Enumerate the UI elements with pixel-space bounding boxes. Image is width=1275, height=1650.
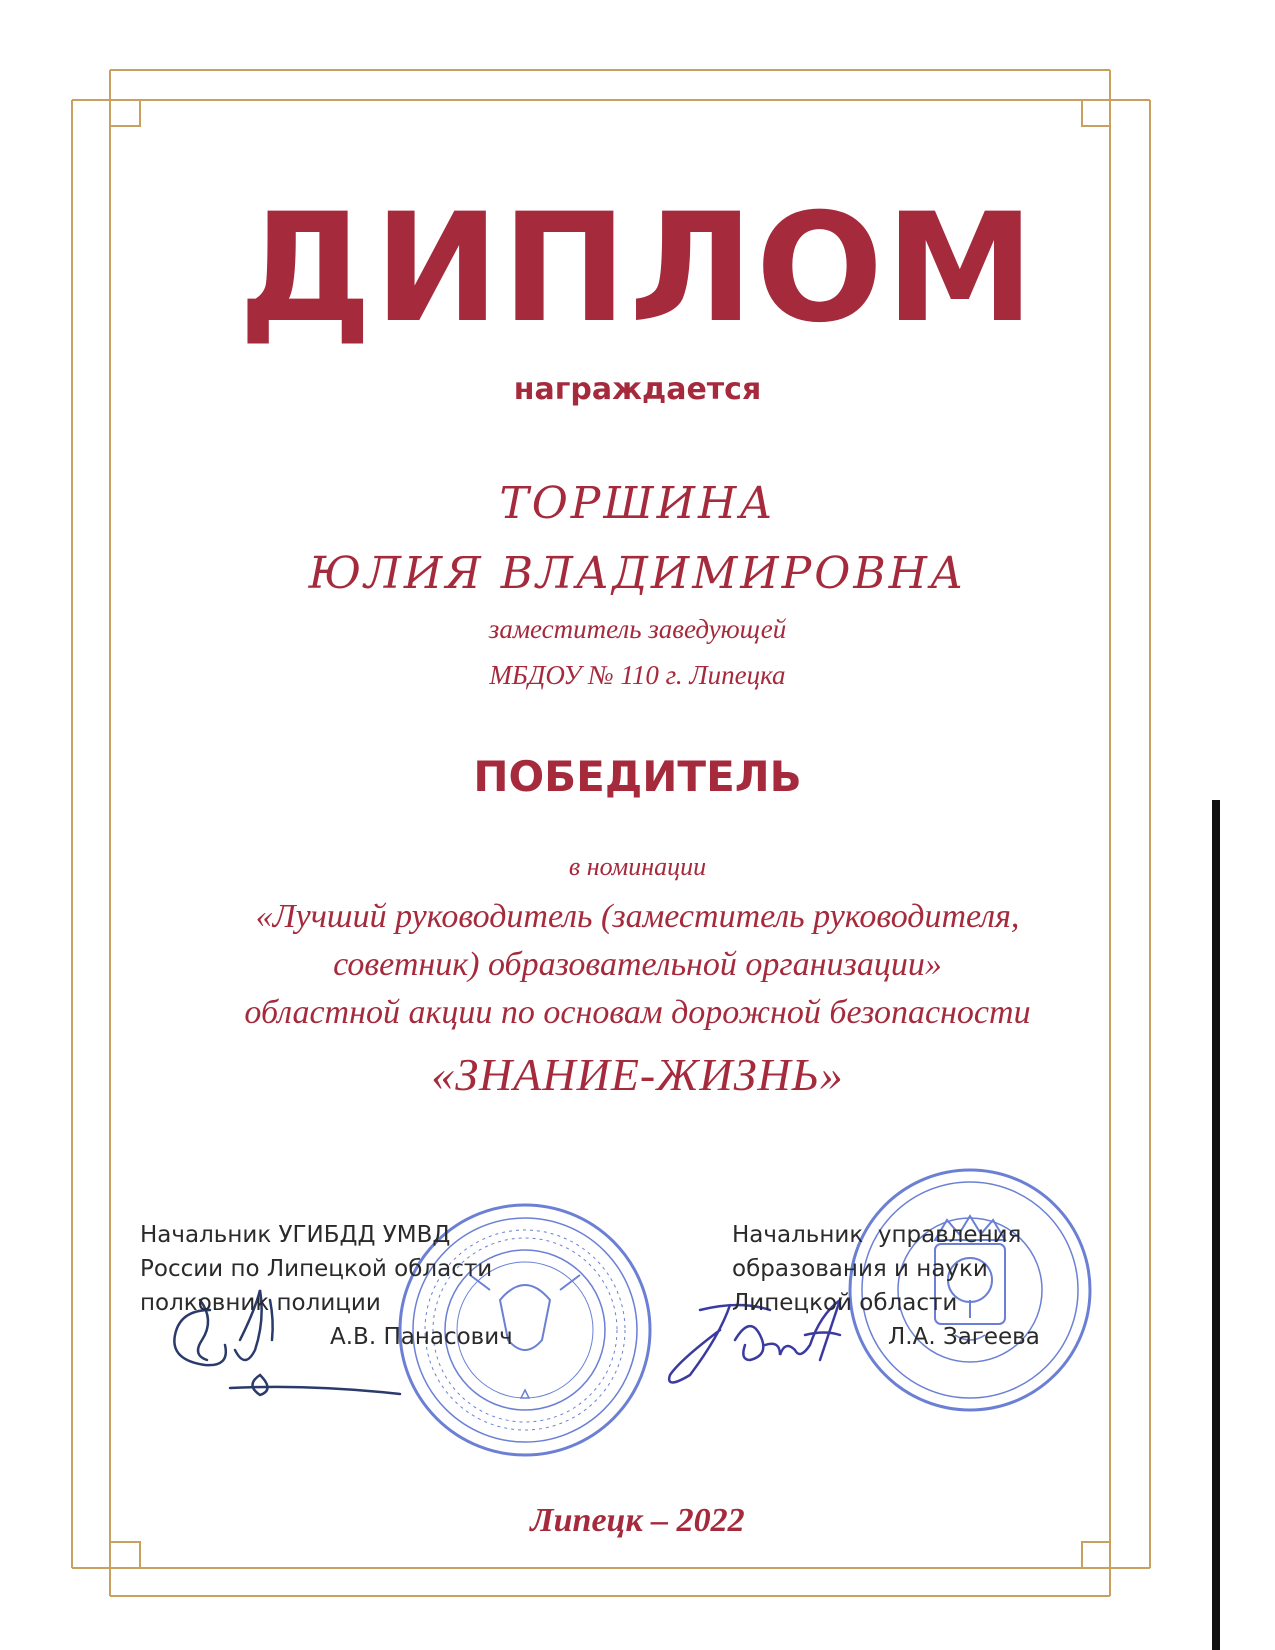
diploma-title: ДИПЛОМ bbox=[238, 182, 1037, 356]
recipient-organization: МБДОУ № 110 г. Липецка bbox=[489, 660, 786, 690]
left-signatory-line-3: полковник полиции bbox=[140, 1290, 381, 1316]
right-signatory-line-1: Начальник управления bbox=[732, 1222, 1022, 1248]
left-signatory-title bbox=[140, 1218, 600, 1320]
recipient-position: заместитель заведующей bbox=[488, 614, 787, 644]
right-signatory-line-3: Липецкой области bbox=[732, 1290, 958, 1316]
nomination-line-3: областной акции по основам дорожной безопасности bbox=[244, 994, 1031, 1031]
nomination-intro: в номинации bbox=[568, 852, 707, 881]
left-signatory-line-1: Начальник УГИБДД УМВД bbox=[140, 1222, 451, 1248]
awarded-text: награждается bbox=[513, 372, 762, 407]
left-signatory-line-2: России по Липецкой области bbox=[140, 1256, 493, 1282]
right-signatory-line-2: образования и науки bbox=[732, 1256, 988, 1282]
action-name: «ЗНАНИЕ-ЖИЗНЬ» bbox=[431, 1049, 844, 1100]
city-year: Липецк – 2022 bbox=[530, 1502, 745, 1539]
status-title: ПОБЕДИТЕЛЬ bbox=[473, 752, 802, 801]
right-signatory-title bbox=[732, 1218, 1132, 1320]
nomination-line-2: советник) образовательной организации» bbox=[333, 946, 942, 983]
left-signatory-name: А.В. Панасович bbox=[330, 1324, 513, 1350]
nomination-line-1: «Лучший руководитель (заместитель руководителя, bbox=[255, 898, 1020, 935]
right-signatory-name: Л.А. Загеева bbox=[888, 1324, 1040, 1350]
recipient-surname: ТОРШИНА bbox=[499, 478, 776, 529]
recipient-given-names: ЮЛИЯ ВЛАДИМИРОВНА bbox=[308, 548, 967, 599]
